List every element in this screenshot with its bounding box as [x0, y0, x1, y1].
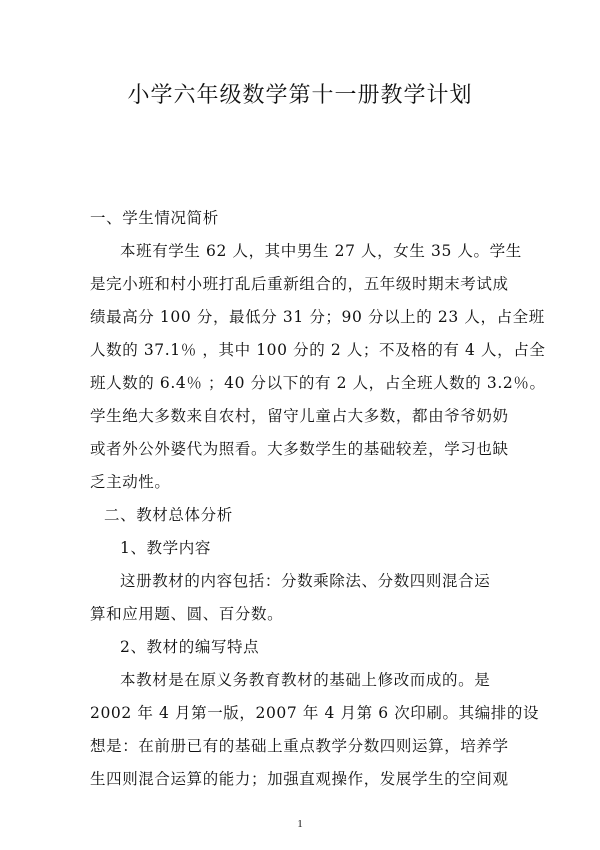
section-heading-textbook-analysis: 二、教材总体分析 — [104, 506, 233, 524]
paragraph-line: 班人数的 6.4％ ；40 分以下的有 2 人，占全班人数的 3.2％。 — [90, 374, 546, 392]
section-heading-student-analysis: 一、学生情况简析 — [90, 209, 219, 227]
paragraph-line: 算和应用题、圆、百分数。 — [90, 605, 284, 623]
paragraph-line: 乏主动性。 — [90, 473, 171, 491]
paragraph-line: 2002 年 4 月第一版，2007 年 4 月第 6 次印刷。其编排的设 — [90, 704, 540, 722]
page-number: 1 — [297, 818, 303, 830]
paragraph-line: 学生绝大多数来自农村，留守儿童占大多数，都由爷爷奶奶 — [90, 407, 509, 425]
paragraph-line: 是完小班和村小班打乱后重新组合的，五年级时期末考试成 — [90, 275, 509, 293]
paragraph-line: 本教材是在原义务教育教材的基础上修改而成的。是 — [120, 671, 491, 689]
paragraph-line: 生四则混合运算的能力；加强直观操作，发展学生的空间观 — [90, 770, 509, 788]
paragraph-line: 这册教材的内容包括：分数乘除法、分数四则混合运 — [120, 572, 491, 590]
subsection-heading-textbook-features: 2、教材的编写特点 — [120, 638, 260, 656]
page-title: 小学六年级数学第十一册教学计划 — [127, 83, 473, 108]
paragraph-line: 想是：在前册已有的基础上重点教学分数四则运算，培养学 — [90, 737, 509, 755]
paragraph-line: 绩最高分 100 分，最低分 31 分；90 分以上的 23 人，占全班 — [90, 308, 545, 326]
paragraph-line: 本班有学生 62 人，其中男生 27 人，女生 35 人。学生 — [120, 242, 522, 260]
paragraph-line: 人数的 37.1％ ，其中 100 分的 2 人；不及格的有 4 人，占全 — [90, 341, 546, 359]
subsection-heading-teaching-content: 1、教学内容 — [120, 539, 211, 557]
paragraph-line: 或者外公外婆代为照看。大多数学生的基础较差，学习也缺 — [90, 440, 509, 458]
